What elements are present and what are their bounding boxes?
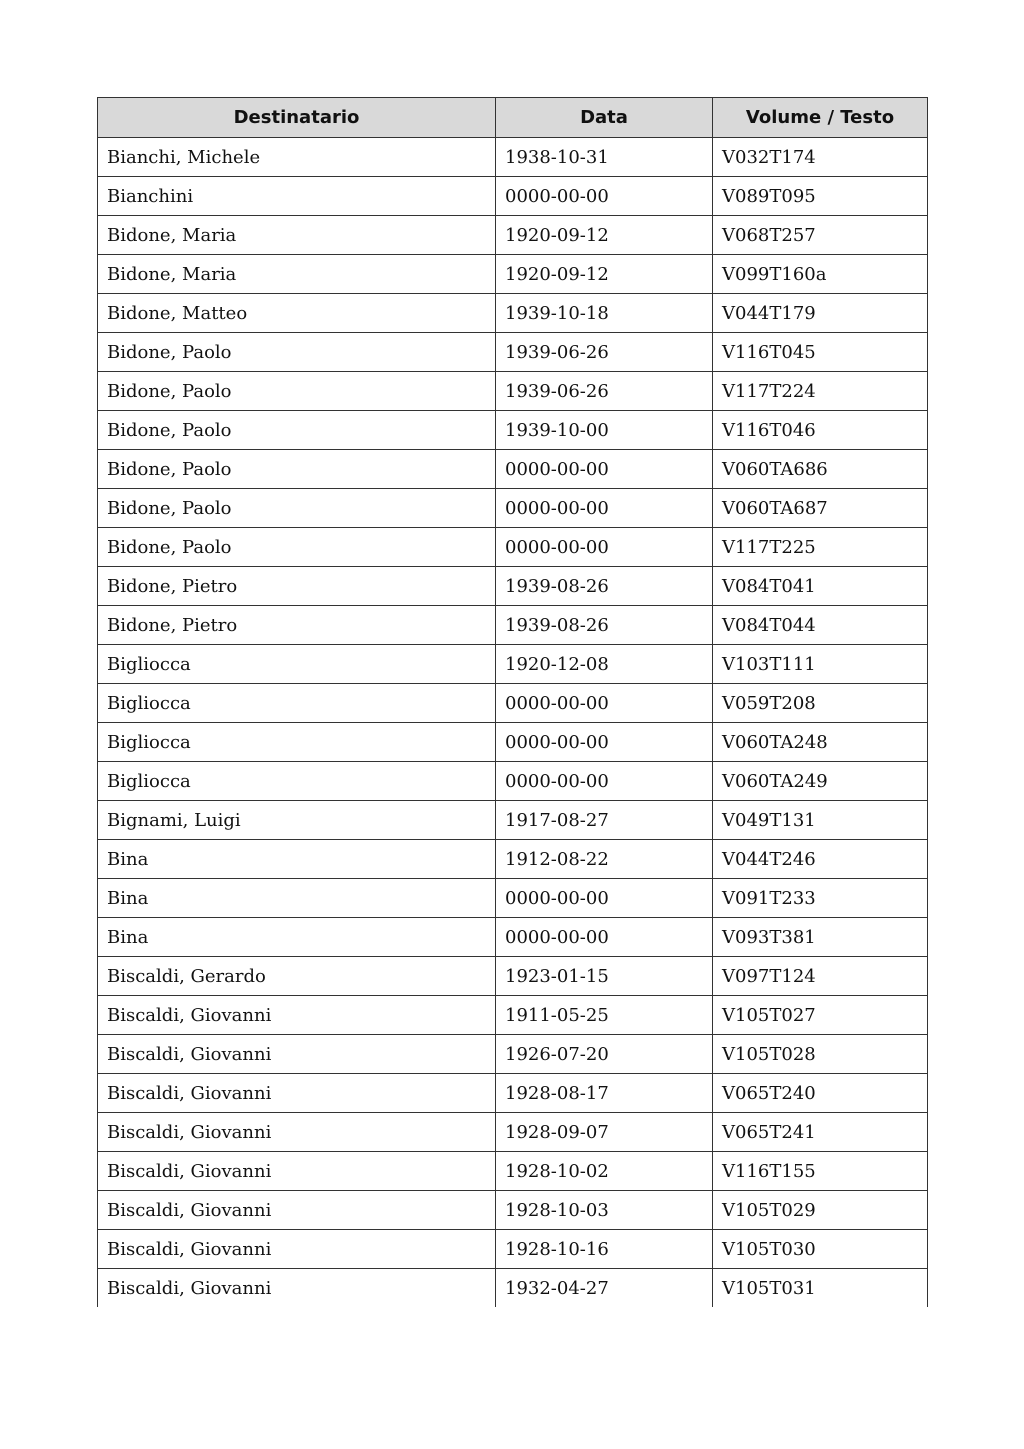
- destinatario-cell: Bidone, Paolo: [98, 489, 496, 528]
- column-header-destinatario: Destinatario: [98, 98, 496, 138]
- table-row: [98, 684, 928, 723]
- volume-testo-cell: V049T131: [713, 801, 928, 840]
- table-row: [98, 528, 928, 567]
- table-row: [98, 1113, 928, 1152]
- destinatario-cell: Bignami, Luigi: [98, 801, 496, 840]
- table-row: [98, 1035, 928, 1074]
- data-cell: 0000-00-00: [496, 684, 713, 723]
- table-row: [98, 1230, 928, 1269]
- table-header-row: [98, 98, 928, 138]
- destinatario-cell: Bigliocca: [98, 684, 496, 723]
- volume-testo-cell: V065T241: [713, 1113, 928, 1152]
- table-row: [98, 177, 928, 216]
- volume-testo-cell: V097T124: [713, 957, 928, 996]
- volume-testo-cell: V116T155: [713, 1152, 928, 1191]
- volume-testo-cell: V065T240: [713, 1074, 928, 1113]
- volume-testo-cell: V084T041: [713, 567, 928, 606]
- table-row: [98, 879, 928, 918]
- destinatario-cell: Bianchini: [98, 177, 496, 216]
- table-row: [98, 645, 928, 684]
- data-cell: 1939-06-26: [496, 372, 713, 411]
- destinatario-cell: Bidone, Matteo: [98, 294, 496, 333]
- data-cell: 0000-00-00: [496, 177, 713, 216]
- data-cell: 1939-06-26: [496, 333, 713, 372]
- destinatario-cell: Biscaldi, Giovanni: [98, 1230, 496, 1269]
- table-row: [98, 333, 928, 372]
- table-row: [98, 489, 928, 528]
- volume-testo-cell: V091T233: [713, 879, 928, 918]
- volume-testo-cell: V084T044: [713, 606, 928, 645]
- destinatario-cell: Biscaldi, Giovanni: [98, 996, 496, 1035]
- data-cell: 1928-09-07: [496, 1113, 713, 1152]
- destinatario-cell: Bianchi, Michele: [98, 138, 496, 177]
- data-cell: 1928-10-16: [496, 1230, 713, 1269]
- volume-testo-cell: V117T225: [713, 528, 928, 567]
- volume-testo-cell: V059T208: [713, 684, 928, 723]
- destinatario-cell: Biscaldi, Giovanni: [98, 1191, 496, 1230]
- table-row: [98, 216, 928, 255]
- destinatario-cell: Bidone, Paolo: [98, 333, 496, 372]
- data-cell: 0000-00-00: [496, 723, 713, 762]
- destinatario-cell: Biscaldi, Giovanni: [98, 1113, 496, 1152]
- table-row: [98, 411, 928, 450]
- data-cell: 1917-08-27: [496, 801, 713, 840]
- table-row: [98, 957, 928, 996]
- volume-testo-cell: V116T045: [713, 333, 928, 372]
- destinatario-cell: Bina: [98, 879, 496, 918]
- data-cell: 0000-00-00: [496, 918, 713, 957]
- volume-testo-cell: V105T027: [713, 996, 928, 1035]
- table-row: [98, 840, 928, 879]
- data-cell: 0000-00-00: [496, 528, 713, 567]
- destinatario-cell: Bidone, Paolo: [98, 372, 496, 411]
- data-cell: 1920-12-08: [496, 645, 713, 684]
- data-cell: 1928-10-03: [496, 1191, 713, 1230]
- table-row: [98, 294, 928, 333]
- data-cell: 1912-08-22: [496, 840, 713, 879]
- volume-testo-cell: V103T111: [713, 645, 928, 684]
- table-row: [98, 918, 928, 957]
- volume-testo-cell: V105T028: [713, 1035, 928, 1074]
- table-row: [98, 372, 928, 411]
- table-row: [98, 801, 928, 840]
- volume-testo-cell: V105T031: [713, 1269, 928, 1308]
- volume-testo-cell: V060TA248: [713, 723, 928, 762]
- destinatario-cell: Bidone, Pietro: [98, 606, 496, 645]
- data-cell: 1939-08-26: [496, 606, 713, 645]
- data-cell: 0000-00-00: [496, 879, 713, 918]
- destinatario-cell: Biscaldi, Gerardo: [98, 957, 496, 996]
- destinatario-cell: Biscaldi, Giovanni: [98, 1074, 496, 1113]
- volume-testo-cell: V105T030: [713, 1230, 928, 1269]
- destinatario-cell: Bina: [98, 918, 496, 957]
- table-row: [98, 1269, 928, 1308]
- data-cell: 0000-00-00: [496, 762, 713, 801]
- data-cell: 1928-08-17: [496, 1074, 713, 1113]
- volume-testo-cell: V117T224: [713, 372, 928, 411]
- data-cell: 1932-04-27: [496, 1269, 713, 1308]
- volume-testo-cell: V060TA687: [713, 489, 928, 528]
- table-row: [98, 1152, 928, 1191]
- table-row: [98, 138, 928, 177]
- destinatario-cell: Biscaldi, Giovanni: [98, 1035, 496, 1074]
- data-cell: 1926-07-20: [496, 1035, 713, 1074]
- data-cell: 1920-09-12: [496, 216, 713, 255]
- volume-testo-cell: V105T029: [713, 1191, 928, 1230]
- data-cell: 1920-09-12: [496, 255, 713, 294]
- table-row: [98, 996, 928, 1035]
- volume-testo-cell: V060TA249: [713, 762, 928, 801]
- letters-table: [97, 97, 928, 1307]
- volume-testo-cell: V032T174: [713, 138, 928, 177]
- volume-testo-cell: V089T095: [713, 177, 928, 216]
- data-cell: 0000-00-00: [496, 450, 713, 489]
- table-row: [98, 255, 928, 294]
- data-cell: 1939-08-26: [496, 567, 713, 606]
- destinatario-cell: Biscaldi, Giovanni: [98, 1152, 496, 1191]
- volume-testo-cell: V116T046: [713, 411, 928, 450]
- volume-testo-cell: V044T179: [713, 294, 928, 333]
- destinatario-cell: Bigliocca: [98, 645, 496, 684]
- data-cell: 1939-10-00: [496, 411, 713, 450]
- destinatario-cell: Bigliocca: [98, 762, 496, 801]
- volume-testo-cell: V093T381: [713, 918, 928, 957]
- volume-testo-cell: V099T160a: [713, 255, 928, 294]
- data-cell: 1938-10-31: [496, 138, 713, 177]
- destinatario-cell: Bidone, Maria: [98, 255, 496, 294]
- table-row: [98, 1191, 928, 1230]
- destinatario-cell: Bigliocca: [98, 723, 496, 762]
- destinatario-cell: Bidone, Paolo: [98, 450, 496, 489]
- table-row: [98, 606, 928, 645]
- table-row: [98, 450, 928, 489]
- table-row: [98, 1074, 928, 1113]
- volume-testo-cell: V068T257: [713, 216, 928, 255]
- destinatario-cell: Bidone, Pietro: [98, 567, 496, 606]
- volume-testo-cell: V060TA686: [713, 450, 928, 489]
- data-cell: 0000-00-00: [496, 489, 713, 528]
- data-cell: 1911-05-25: [496, 996, 713, 1035]
- destinatario-cell: Bidone, Paolo: [98, 411, 496, 450]
- data-cell: 1939-10-18: [496, 294, 713, 333]
- table-row: [98, 567, 928, 606]
- table-body: [98, 138, 928, 1308]
- destinatario-cell: Biscaldi, Giovanni: [98, 1269, 496, 1308]
- data-cell: 1928-10-02: [496, 1152, 713, 1191]
- destinatario-cell: Bina: [98, 840, 496, 879]
- column-header-volume-testo: Volume / Testo: [713, 98, 928, 138]
- destinatario-cell: Bidone, Maria: [98, 216, 496, 255]
- table-row: [98, 723, 928, 762]
- data-cell: 1923-01-15: [496, 957, 713, 996]
- table-row: [98, 762, 928, 801]
- destinatario-cell: Bidone, Paolo: [98, 528, 496, 567]
- column-header-data: Data: [496, 98, 713, 138]
- volume-testo-cell: V044T246: [713, 840, 928, 879]
